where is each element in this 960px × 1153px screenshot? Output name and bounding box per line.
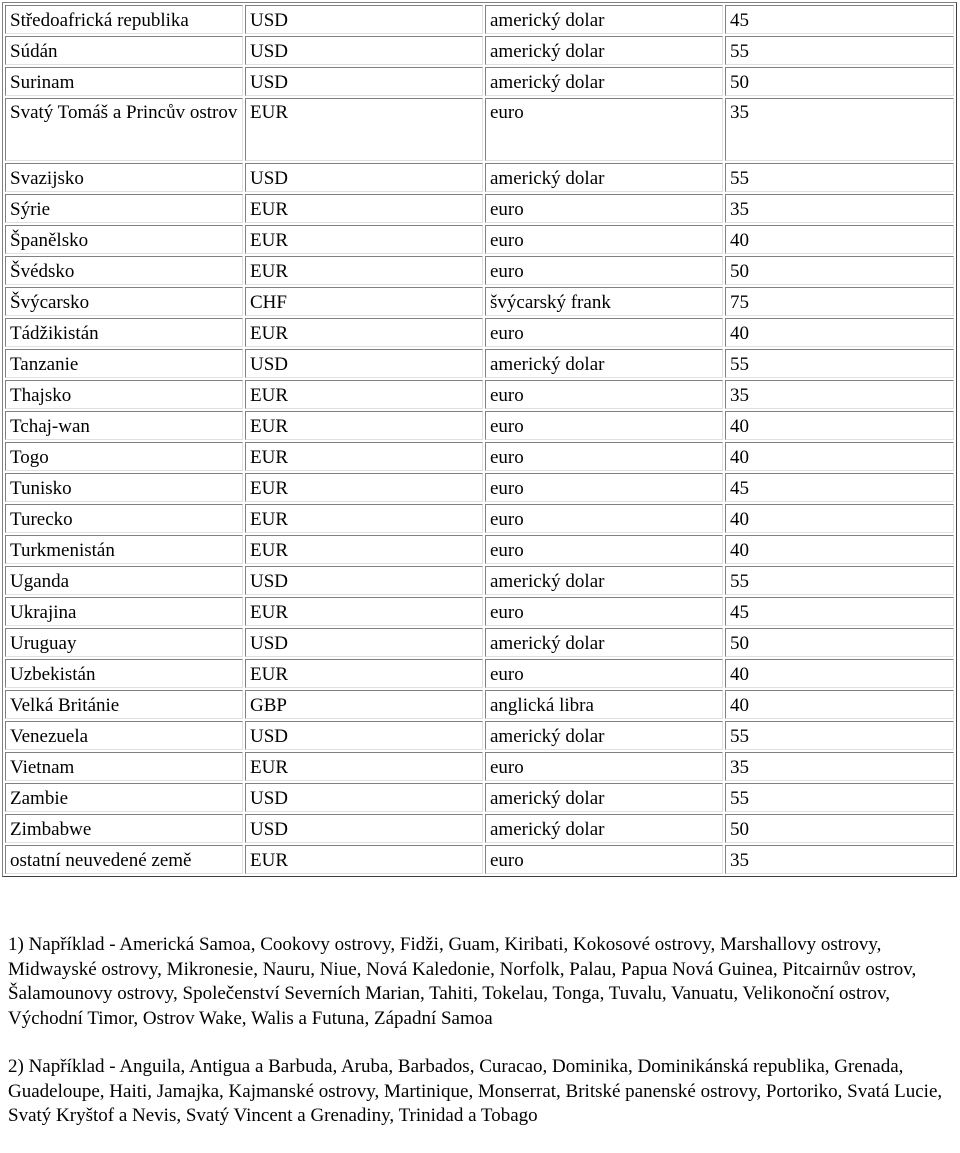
currency-code-cell: USD <box>245 628 483 657</box>
currency-code-cell: EUR <box>245 225 483 254</box>
country-cell: Turkmenistán <box>5 535 243 564</box>
footnote-1: 1) Například - Americká Samoa, Cookovy ostrovy, Fidži, Guam, Kiribati, Kokosové ostrovy, Marshallovy ostrovy, Midwayské ostrovy, Mikronesie, Nauru, Niue, Nová Kaledonie, Norfolk, Palau, Papua Nová Guinea, Pitcairnův ostrov, Šalamounovy ostrovy, Společenství Severních Marian, Tahiti, Tokelau, Tonga, Tuvalu, Vanuatu, Velikonoční ostrov, Východní Timor, Ostrov Wake, Walis a Futuna, Západní Samoa <box>8 934 917 1029</box>
table-row <box>5 442 954 471</box>
currency-name-cell: euro <box>485 535 723 564</box>
table-row <box>5 504 954 533</box>
currency-name-cell: euro <box>485 194 723 223</box>
amount-cell: 40 <box>725 411 954 440</box>
currency-name-cell: euro <box>485 473 723 502</box>
currency-name-cell: americký dolar <box>485 36 723 65</box>
amount-cell: 55 <box>725 36 954 65</box>
country-cell: Švýcarsko <box>5 287 243 316</box>
currency-code-cell: USD <box>245 721 483 750</box>
currency-code-cell: CHF <box>245 287 483 316</box>
table-row <box>5 318 954 347</box>
country-cell: Zimbabwe <box>5 814 243 843</box>
currency-code-cell: GBP <box>245 690 483 719</box>
amount-cell: 40 <box>725 442 954 471</box>
currency-code-cell: EUR <box>245 535 483 564</box>
country-cell: Velká Británie <box>5 690 243 719</box>
currency-name-cell: americký dolar <box>485 163 723 192</box>
currency-code-cell: USD <box>245 36 483 65</box>
currency-name-cell: americký dolar <box>485 814 723 843</box>
currency-name-cell: euro <box>485 845 723 874</box>
table-row <box>5 411 954 440</box>
currency-name-cell: anglická libra <box>485 690 723 719</box>
currency-name-cell: euro <box>485 98 723 161</box>
amount-cell: 55 <box>725 349 954 378</box>
currency-name-cell: americký dolar <box>485 349 723 378</box>
table-row <box>5 163 954 192</box>
country-cell: Svazijsko <box>5 163 243 192</box>
table-row <box>5 5 954 34</box>
currency-name-cell: euro <box>485 318 723 347</box>
currency-name-cell: americký dolar <box>485 5 723 34</box>
rates-table <box>2 2 957 877</box>
currency-name-cell: švýcarský frank <box>485 287 723 316</box>
table-row <box>5 287 954 316</box>
currency-code-cell: EUR <box>245 504 483 533</box>
amount-cell: 40 <box>725 659 954 688</box>
table-row <box>5 628 954 657</box>
country-cell: Vietnam <box>5 752 243 781</box>
currency-code-cell: EUR <box>245 845 483 874</box>
currency-name-cell: euro <box>485 225 723 254</box>
currency-code-cell: USD <box>245 783 483 812</box>
currency-code-cell: USD <box>245 814 483 843</box>
amount-cell: 40 <box>725 318 954 347</box>
currency-name-cell: americký dolar <box>485 783 723 812</box>
currency-name-cell: euro <box>485 256 723 285</box>
country-cell: Súdán <box>5 36 243 65</box>
currency-code-cell: EUR <box>245 442 483 471</box>
amount-cell: 45 <box>725 597 954 626</box>
currency-name-cell: euro <box>485 442 723 471</box>
country-cell: Uruguay <box>5 628 243 657</box>
table-row <box>5 256 954 285</box>
table-row <box>5 535 954 564</box>
table-row <box>5 721 954 750</box>
amount-cell: 45 <box>725 473 954 502</box>
table-row <box>5 194 954 223</box>
currency-name-cell: euro <box>485 380 723 409</box>
currency-name-cell: euro <box>485 504 723 533</box>
country-cell: Sýrie <box>5 194 243 223</box>
currency-name-cell: americký dolar <box>485 67 723 96</box>
table-row <box>5 98 954 161</box>
country-cell: Tanzanie <box>5 349 243 378</box>
amount-cell: 50 <box>725 256 954 285</box>
country-cell: Tádžikistán <box>5 318 243 347</box>
amount-cell: 50 <box>725 814 954 843</box>
country-cell: ostatní neuvedené země <box>5 845 243 874</box>
country-cell: Surinam <box>5 67 243 96</box>
country-cell: Zambie <box>5 783 243 812</box>
amount-cell: 35 <box>725 752 954 781</box>
country-cell: Turecko <box>5 504 243 533</box>
currency-name-cell: americký dolar <box>485 628 723 657</box>
amount-cell: 55 <box>725 721 954 750</box>
currency-code-cell: EUR <box>245 597 483 626</box>
table-row <box>5 845 954 874</box>
country-cell: Svatý Tomáš a Princův ostrov <box>5 98 243 161</box>
country-cell: Venezuela <box>5 721 243 750</box>
amount-cell: 45 <box>725 5 954 34</box>
currency-name-cell: euro <box>485 597 723 626</box>
amount-cell: 40 <box>725 535 954 564</box>
table-row <box>5 690 954 719</box>
amount-cell: 35 <box>725 98 954 161</box>
currency-name-cell: euro <box>485 411 723 440</box>
currency-code-cell: EUR <box>245 318 483 347</box>
country-cell: Španělsko <box>5 225 243 254</box>
country-cell: Tunisko <box>5 473 243 502</box>
currency-code-cell: USD <box>245 67 483 96</box>
country-cell: Togo <box>5 442 243 471</box>
table-row <box>5 659 954 688</box>
amount-cell: 50 <box>725 628 954 657</box>
currency-code-cell: EUR <box>245 659 483 688</box>
amount-cell: 50 <box>725 67 954 96</box>
currency-code-cell: EUR <box>245 411 483 440</box>
currency-code-cell: EUR <box>245 752 483 781</box>
footnotes <box>8 933 953 1153</box>
currency-code-cell: EUR <box>245 98 483 161</box>
table-row <box>5 380 954 409</box>
country-cell: Tchaj-wan <box>5 411 243 440</box>
amount-cell: 40 <box>725 504 954 533</box>
table-row <box>5 566 954 595</box>
currency-code-cell: USD <box>245 5 483 34</box>
table-row <box>5 36 954 65</box>
currency-code-cell: EUR <box>245 380 483 409</box>
country-cell: Středoafrická republika <box>5 5 243 34</box>
footnote-2: 2) Například - Anguila, Antigua a Barbuda, Aruba, Barbados, Curacao, Dominika, Dominikánská republika, Grenada, Guadeloupe, Haiti, Jamajka, Kajmanské ostrovy, Martinique, Monserrat, Britské panenské ostrovy, Portoriko, Svatá Lucie, Svatý Kryštof a Nevis, Svatý Vincent a Grenadiny, Trinidad a Tobago <box>8 1056 943 1126</box>
currency-code-cell: EUR <box>245 256 483 285</box>
table-row <box>5 814 954 843</box>
table-row <box>5 473 954 502</box>
country-cell: Ukrajina <box>5 597 243 626</box>
amount-cell: 55 <box>725 163 954 192</box>
country-cell: Švédsko <box>5 256 243 285</box>
table-row <box>5 597 954 626</box>
currency-name-cell: euro <box>485 659 723 688</box>
currency-code-cell: USD <box>245 349 483 378</box>
amount-cell: 40 <box>725 690 954 719</box>
amount-cell: 75 <box>725 287 954 316</box>
table-row <box>5 349 954 378</box>
amount-cell: 40 <box>725 225 954 254</box>
amount-cell: 35 <box>725 845 954 874</box>
table-row <box>5 225 954 254</box>
currency-name-cell: americký dolar <box>485 721 723 750</box>
amount-cell: 35 <box>725 194 954 223</box>
country-cell: Uganda <box>5 566 243 595</box>
amount-cell: 35 <box>725 380 954 409</box>
currency-code-cell: EUR <box>245 473 483 502</box>
currency-name-cell: euro <box>485 752 723 781</box>
country-cell: Thajsko <box>5 380 243 409</box>
currency-code-cell: USD <box>245 566 483 595</box>
currency-code-cell: EUR <box>245 194 483 223</box>
table-row <box>5 783 954 812</box>
currency-code-cell: USD <box>245 163 483 192</box>
currency-name-cell: americký dolar <box>485 566 723 595</box>
table-row <box>5 752 954 781</box>
amount-cell: 55 <box>725 566 954 595</box>
table-row <box>5 67 954 96</box>
rates-table-body <box>5 5 954 874</box>
amount-cell: 55 <box>725 783 954 812</box>
country-cell: Uzbekistán <box>5 659 243 688</box>
